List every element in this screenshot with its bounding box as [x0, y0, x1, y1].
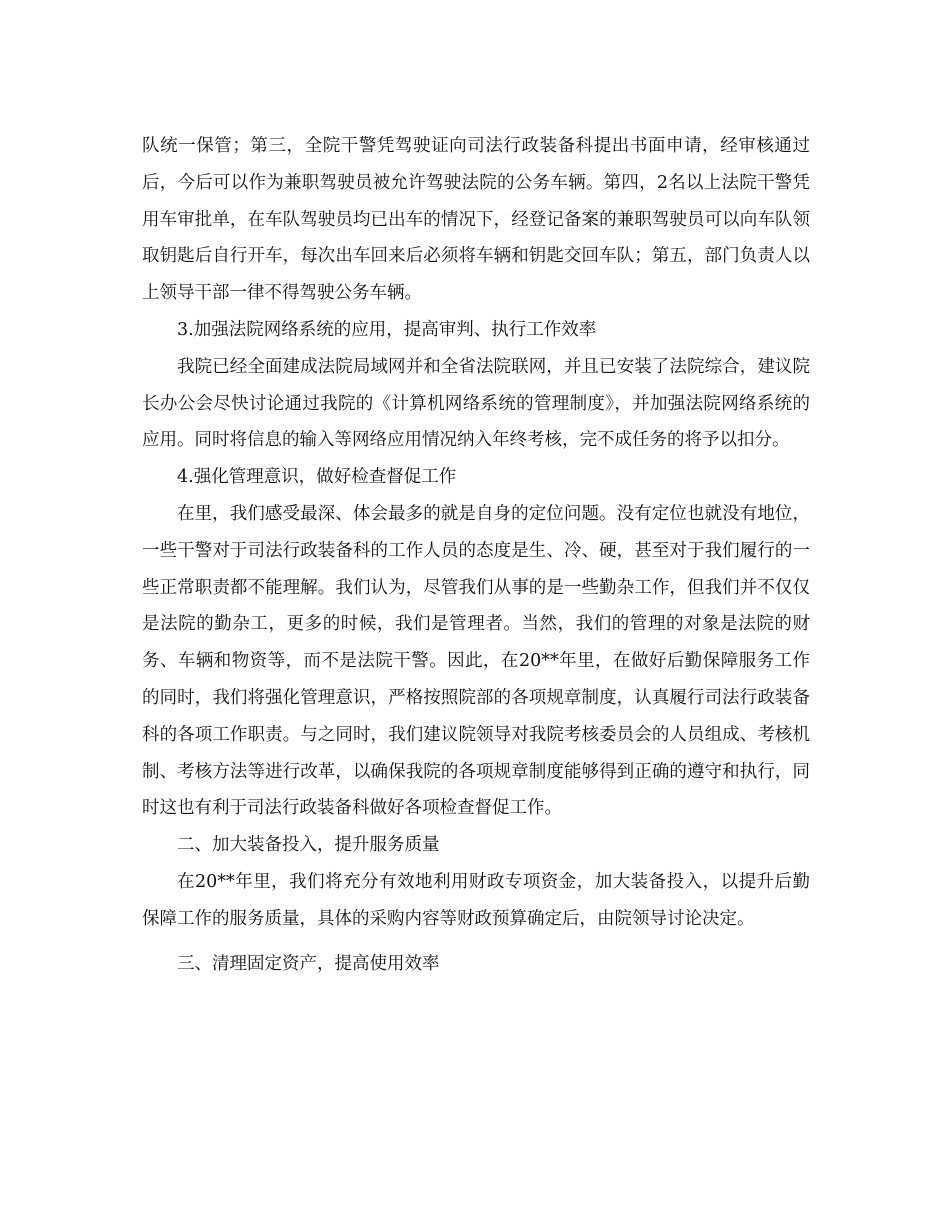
paragraph-equipment: 在20**年里，我们将充分有效地利用财政专项资金，加大装备投入，以提升后勤保障工作的服务质量，具体的采购内容等财政预算确定后，由院领导讨论决定。: [142, 871, 810, 929]
paragraph-management: 在里，我们感受最深、体会最多的就是自身的定位问题。没有定位也就没有地位，一些干警对于司法行政装备科的工作人员的态度是生、冷、硬，甚至对于我们履行的一些正常职责都不能理解。我们认为，尽管我们从事的是一些勤杂工作，但我们并不仅仅是法院的勤杂工，更多的时候，我们是管理者。当然，我们的管理的对象是法院的财务、车辆和物资等，而不是法院干警。因此，在20**年里，在做好后勤保障服务工作的同时，我们将强化管理意识，严格按照院部的各项规章制度，认真履行司法行政装备科的各项工作职责。与之同时，我们建议院领导对我院考核委员会的人员组成、考核机制、考核方法等进行改革，以确保我院的各项规章制度能够得到正确的遵守和执行，同时这也有利于司法行政装备科做好各项检查督促工作。: [142, 503, 810, 819]
section-heading-two: 二、加大装备投入，提升服务质量: [177, 835, 440, 856]
section-heading-4: 4.强化管理意识，做好检查督促工作: [177, 467, 457, 488]
section-heading-three: 三、清理固定资产，提高使用效率: [177, 953, 440, 974]
section-heading-3: 3.加强法院网络系统的应用，提高审判、执行工作效率: [177, 319, 597, 340]
paragraph-network: 我院已经全面建成法院局域网并和全省法院联网，并且已安装了法院综合，建议院长办公会尽快讨论通过我院的《计算机网络系统的管理制度》，并加强法院网络系统的应用。同时将信息的输入等网络应用情况纳入年终考核，完不成任务的将予以扣分。: [142, 356, 810, 451]
document-body: [142, 128, 810, 982]
paragraph-continued: 队统一保管；第三，全院干警凭驾驶证向司法行政装备科提出书面申请，经审核通过后，今后可以作为兼职驾驶员被允许驾驶法院的公务车辆。第四，2名以上法院干警凭用车审批单，在车队驾驶员均已出车的情况下，经登记备案的兼职驾驶员可以向车队领取钥匙后自行开车，每次出车回来后必须将车辆和钥匙交回车队；第五，部门负责人以上领导干部一律不得驾驶公务车辆。: [142, 136, 810, 304]
